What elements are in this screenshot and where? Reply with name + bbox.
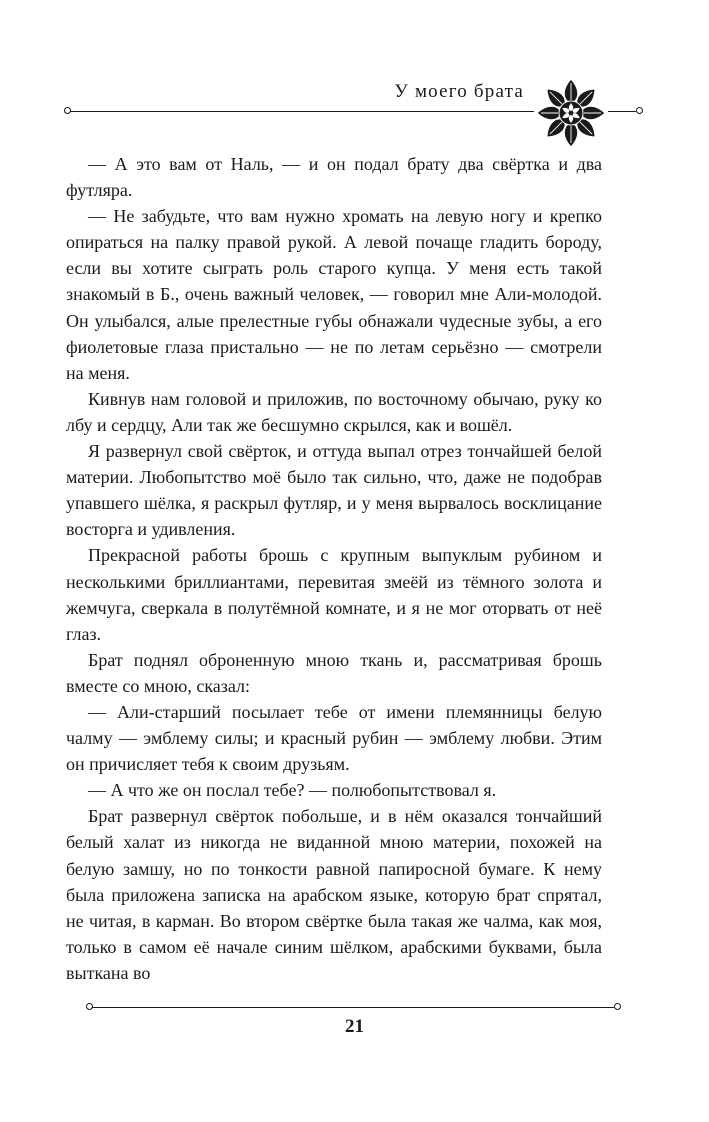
footer-rule-right-dot bbox=[614, 1003, 621, 1010]
footer-rule-left-dot bbox=[86, 1003, 93, 1010]
paragraph: Кивнув нам головой и приложив, по восточному обычаю, руку ко лбу и сердцу, Али так же бесшумно скрылся, как и вошёл. bbox=[66, 388, 602, 435]
header-rule-left-dot bbox=[64, 107, 71, 114]
running-title: У моего брата bbox=[394, 81, 524, 102]
paragraph: — Али-старший посылает тебе от имени племянницы белую чалму — эмблему силы; и красный рубин — эмблему любви. Этим он причисляет тебя к своим друзьям. bbox=[66, 701, 602, 775]
paragraph: Прекрасной работы брошь с крупным выпуклым рубином и несколькими бриллиантами, перевитая змеёй из тёмного золота и жемчуга, сверкала в полутёмной комнате, и я не мог оторвать от неё глаз. bbox=[66, 545, 602, 644]
paragraph: — А что же он послал тебе? — полюбопытствовал я. bbox=[88, 780, 497, 801]
paragraph: Брат развернул свёрток побольше, и в нём оказался тончайший белый халат из никогда не виданной мною материи, похожей на белую замшу, но по тонкости равной папиросной бумаге. К нему была приложена записка на арабском языке, которую брат спрятал, не читая, в карман. Во втором свёртке была такая же чалма, как моя, только в самом её начале синим шёлком, арабскими буквами, была выткана во bbox=[66, 806, 602, 983]
mandala-flower-icon bbox=[534, 76, 608, 150]
body-text bbox=[66, 151, 602, 986]
paragraph: — Не забудьте, что вам нужно хромать на левую ногу и крепко опираться на палку правой рукой. А левой почаще гладить бороду, если вы хотите сыграть роль старого купца. У меня есть такой знакомый в Б., очень важный человек, — говорил мне Али-молодой. Он улыбался, алые прелестные губы обнажали чудесные зубы, а его фиолетовые глаза пристально — не по летам серьёзно — смотрели на меня. bbox=[66, 206, 602, 383]
paragraph: Я развернул свой свёрток, и оттуда выпал отрез тончайшей белой материи. Любопытство моё было так сильно, что, даже не подобрав упавшего шёлка, я раскрыл футляр, и у меня вырвалось восклицание восторга и удивления. bbox=[66, 441, 602, 540]
header-rule-right-dot bbox=[636, 107, 643, 114]
paragraph: Брат поднял оброненную мною ткань и, рассматривая брошь вместе со мною, сказал: bbox=[66, 649, 602, 696]
paragraph: — А это вам от Наль, — и он подал брату два свёртка и два футляра. bbox=[66, 154, 602, 201]
page-number: 21 bbox=[345, 1016, 364, 1037]
footer-rule bbox=[92, 1007, 614, 1008]
